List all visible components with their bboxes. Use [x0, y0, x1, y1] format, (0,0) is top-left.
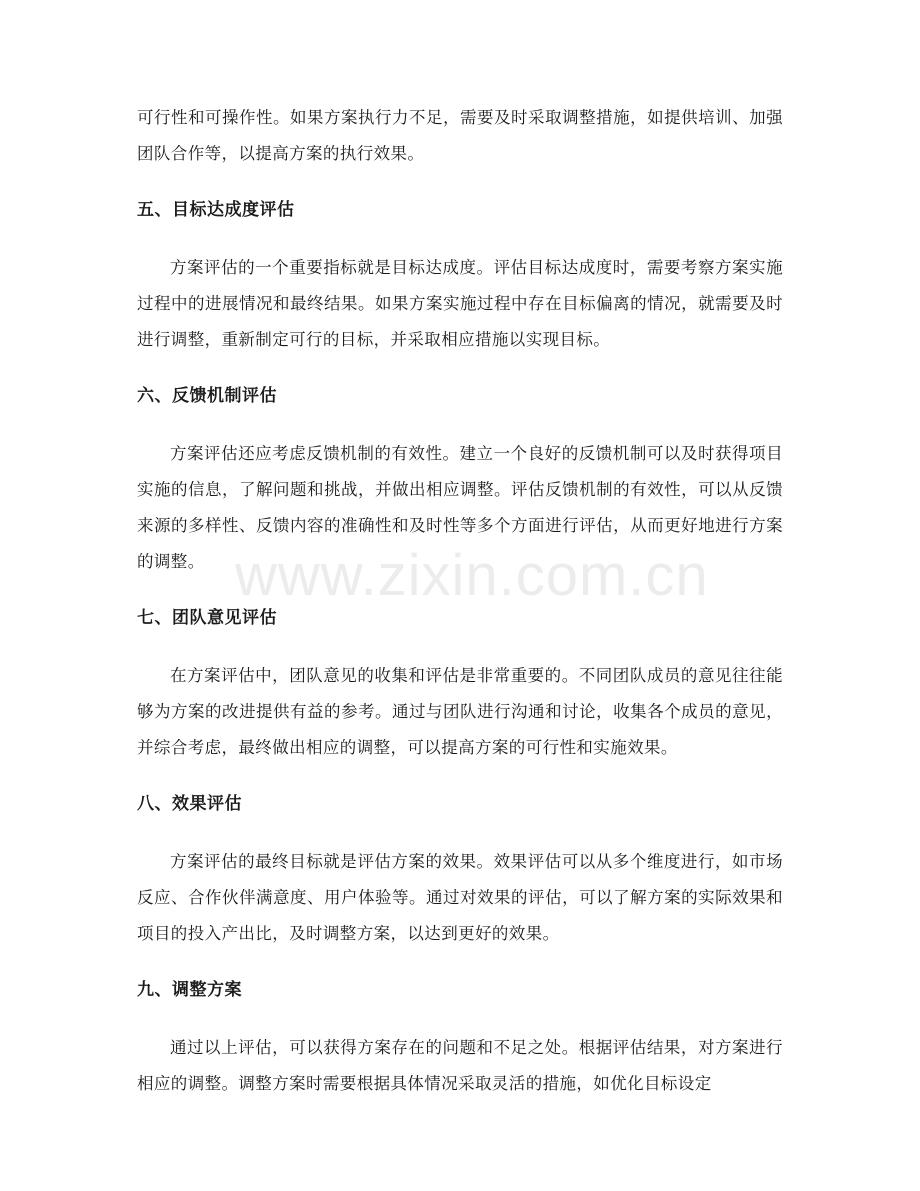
section-heading-goal-achievement: 五、目标达成度评估 — [137, 200, 295, 220]
section-heading-team-opinion: 七、团队意见评估 — [137, 608, 277, 628]
paragraph-adjust-plan: 通过以上评估，可以获得方案存在的问题和不足之处。根据评估结果，对方案进行相应的调整。调整方案时需要根据具体情况采取灵活的措施，如优化目标设定 — [137, 1038, 783, 1093]
section-heading-adjust-plan: 九、调整方案 — [137, 980, 242, 1000]
document-body — [137, 100, 783, 1102]
paragraph-feedback-mechanism: 方案评估还应考虑反馈机制的有效性。建立一个良好的反馈机制可以及时获得项目实施的信息，了解问题和挑战，并做出相应调整。评估反馈机制的有效性，可以从反馈来源的多样性、反馈内容的准确性和及时性等多个方面进行评估，从而更好地进行方案的调整。 — [137, 444, 783, 571]
paragraph-effect-evaluation: 方案评估的最终目标就是评估方案的效果。效果评估可以从多个维度进行，如市场反应、合作伙伴满意度、用户体验等。通过对效果的评估，可以了解方案的实际效果和项目的投入产出比，及时调整方案，以达到更好的效果。 — [137, 852, 783, 943]
paragraph-goal-achievement: 方案评估的一个重要指标就是目标达成度。评估目标达成度时，需要考察方案实施过程中的进展情况和最终结果。如果方案实施过程中存在目标偏离的情况，就需要及时进行调整，重新制定可行的目标，并采取相应措施以实现目标。 — [137, 258, 783, 349]
section-heading-effect-evaluation: 八、效果评估 — [137, 794, 242, 814]
section-heading-feedback-mechanism: 六、反馈机制评估 — [137, 386, 277, 406]
watermark-text: www.zixin.com.cn — [235, 543, 709, 608]
paragraph-continuation: 可行性和可操作性。如果方案执行力不足，需要及时采取调整措施，如提供培训、加强团队合作等，以提高方案的执行效果。 — [137, 108, 783, 163]
paragraph-team-opinion: 在方案评估中，团队意见的收集和评估是非常重要的。不同团队成员的意见往往能够为方案的改进提供有益的参考。通过与团队进行沟通和讨论，收集各个成员的意见，并综合考虑，最终做出相应的调整，可以提高方案的可行性和实施效果。 — [137, 666, 783, 757]
